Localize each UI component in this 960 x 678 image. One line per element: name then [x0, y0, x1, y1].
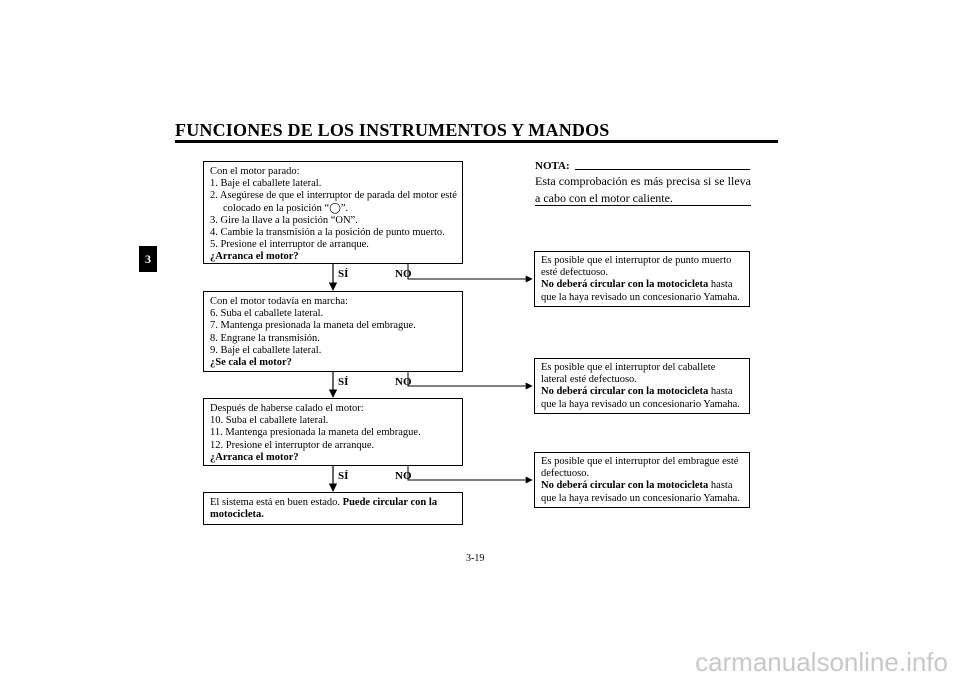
box1-line-2: 2. Asegúrese de que el interruptor de parada del motor esté — [210, 190, 457, 202]
box1-line-0: Con el motor parado: — [210, 166, 300, 177]
box1-line-3: colocado en la posición “◯”. — [223, 202, 349, 214]
result2-tail: hasta que la haya revisado un concesionario Yamaha. — [541, 386, 740, 410]
page-number: 3-19 — [466, 553, 485, 564]
no-label-3: NO — [395, 470, 412, 482]
watermark: carmanualsonline.info — [695, 647, 948, 677]
flow-box-step-2 — [203, 291, 463, 372]
yes-label-1: SÍ — [338, 268, 349, 280]
result-box-clutch-switch — [534, 452, 750, 508]
box1-question: ¿Arranca el motor? — [210, 251, 299, 263]
note-label: NOTA: — [535, 160, 570, 172]
box1-line-5: 4. Cambie la transmisión a la posición de punto muerto. — [210, 227, 445, 239]
box2-line-3: 8. Engrane la transmisión. — [210, 332, 320, 344]
no-label-1: NO — [395, 268, 412, 280]
box1-line-1: 1. Baje el caballete lateral. — [210, 178, 322, 190]
box4-bold: Puede circular con la motocicleta. — [210, 497, 438, 521]
box3-line-0: Después de haberse calado el motor: — [210, 403, 364, 414]
box1-line-6: 5. Presione el interruptor de arranque. — [210, 239, 369, 251]
box2-line-0: Con el motor todavía en marcha: — [210, 296, 348, 307]
note-rule — [575, 169, 750, 170]
page-title: FUNCIONES DE LOS INSTRUMENTOS Y MANDOS — [175, 120, 610, 140]
result3-bold: No deberá circular con la motocicleta — [541, 480, 709, 492]
result2-text: Es posible que el interruptor del caballete lateral esté defectuoso. — [541, 362, 716, 386]
chapter-tab: 3 — [139, 246, 157, 272]
yes-label-3: SÍ — [338, 470, 349, 482]
result1-bold: No deberá circular con la motocicleta — [541, 279, 709, 291]
box3-question: ¿Arranca el motor? — [210, 451, 299, 463]
result3-text: Es posible que el interruptor del embrague esté defectuoso. — [541, 456, 739, 480]
flow-box-step-1 — [203, 161, 463, 264]
result-box-neutral-switch — [534, 251, 750, 307]
box2-question: ¿Se cala el motor? — [210, 357, 292, 369]
no-label-2: NO — [395, 376, 412, 388]
note-bottom-rule — [535, 205, 751, 206]
result-box-sidestand-switch — [534, 358, 750, 414]
box3-line-2: 11. Mantenga presionada la maneta del embrague. — [210, 427, 421, 439]
box1-line-4: 3. Gire la llave a la posición “ON”. — [210, 214, 358, 226]
box4-text: El sistema está en buen estado. — [210, 497, 343, 508]
no-arrow-3 — [408, 466, 532, 480]
box2-line-4: 9. Baje el caballete lateral. — [210, 344, 322, 356]
result1-text: Es posible que el interruptor de punto muerto esté defectuoso. — [541, 255, 732, 279]
box2-line-1: 6. Suba el caballete lateral. — [210, 308, 324, 320]
box2-line-2: 7. Mantenga presionada la maneta del embrague. — [210, 320, 416, 332]
box3-line-3: 12. Presione el interruptor de arranque. — [210, 439, 375, 451]
yes-label-2: SÍ — [338, 376, 349, 388]
result2-bold: No deberá circular con la motocicleta — [541, 386, 709, 398]
flow-box-step-3 — [203, 398, 463, 466]
result3-tail: hasta que la haya revisado un concesionario Yamaha. — [541, 480, 740, 504]
flow-box-ok — [203, 492, 463, 525]
note-text: Esta comprobación es más precisa si se lleva a cabo con el motor caliente. — [535, 174, 751, 205]
box3-line-1: 10. Suba el caballete lateral. — [210, 415, 329, 427]
no-arrow-1 — [408, 264, 532, 279]
result1-tail: hasta que la haya revisado un concesionario Yamaha. — [541, 279, 740, 303]
no-arrow-2 — [408, 372, 532, 386]
